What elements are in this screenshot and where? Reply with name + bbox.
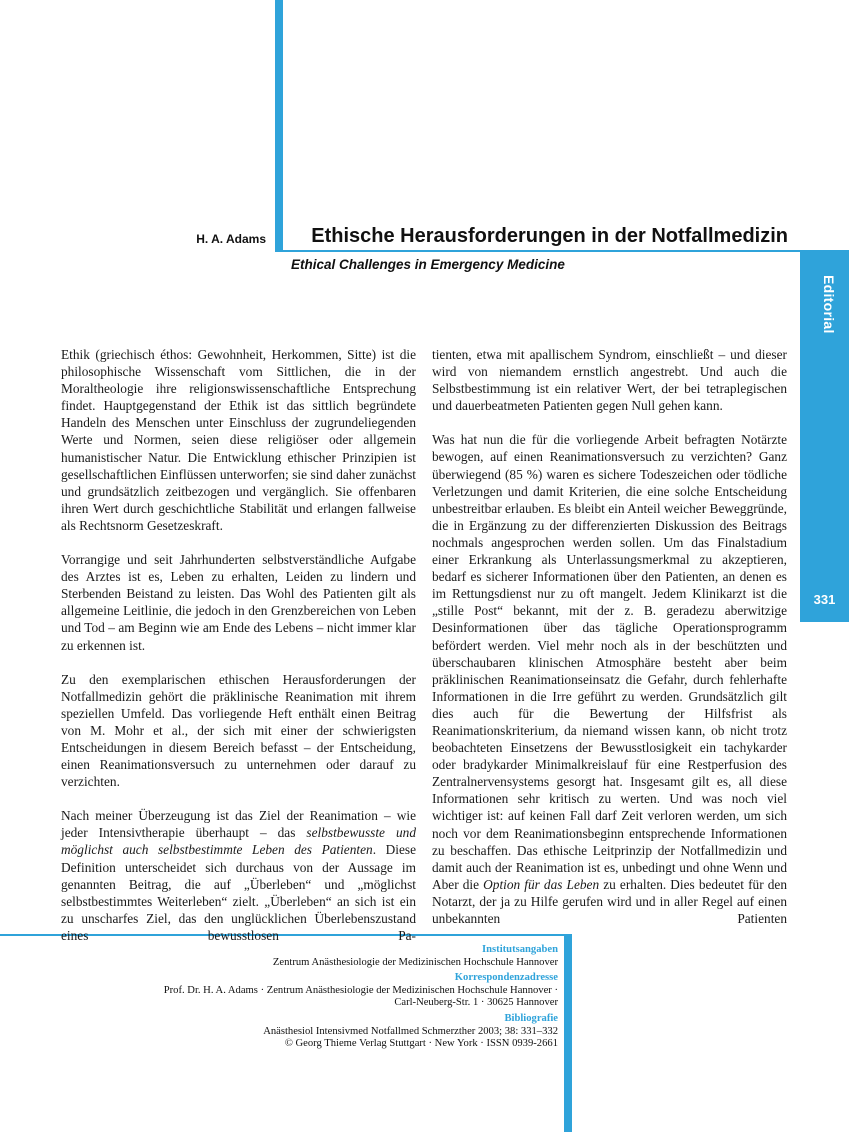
correspondence-text: Carl-Neuberg-Str. 1 · 30625 Hannover [394,997,558,1009]
author-name: H. A. Adams [196,232,266,246]
body-column-right [432,346,787,927]
article-title: Ethische Herausforderungen in der Notfallmedizin [311,225,788,247]
emphasis-text: Option für das Leben [483,876,600,892]
correspondence-text: Prof. Dr. H. A. Adams · Zentrum Anästhesiologie der Medizinischen Hochschule Hannover · [163,984,558,996]
correspondence-heading: Korrespondenzadresse [454,972,558,984]
bibliography-text: © Georg Thieme Verlag Stuttgart · New York · ISSN 0939-2661 [284,1038,558,1050]
institution-heading: Institutsangaben [482,944,558,955]
top-accent-bar [275,0,283,250]
article-subtitle: Ethical Challenges in Emergency Medicine [291,257,565,272]
paragraph [61,807,416,944]
paragraph: Ethik (griechisch éthos: Gewohnheit, Herkommen, Sitte) ist die philosophische Wissenschaft vom Sittlichen, die in der Moraltheologie ihre religionswissenschaftliche Entsprechung findet. Hauptgegenstand der Ethik ist das sittlich begründete Handeln des Menschen unter Einschluss der zugrundeliegenden Werte und Normen, seien diese religiöser oder allgemein humanistischer Natur. Die Entwicklung ethischer Prinzipien ist gesellschaftlichen Einflüssen unterworfen; sie sind daher zunächst und grundsätzlich zeitbezogen und vergänglich. Sie offenbaren ihren Wert durch geschichtliche Stabilität und erlangen fallweise als Rechtsnorm Gesetzeskraft. [61,347,416,533]
paragraph: tienten, etwa mit apallischem Syndrom, einschließt – und dieser wird von niemandem ernstlich angestrebt. Und auch die Selbstbestimmung ist ein relativer Wert, der bei tetraplegischen und dauerbeatmeten Patienten gegen Null gehen kann. [432,347,787,414]
bibliography-heading: Bibliografie [504,1012,558,1024]
paragraph-text: . Diese Definition unterscheidet sich durchaus von der Aussage im genannten Beitrag, die auf „Überleben“ und „möglichst selbstbestimmtes Weiterleben“ zielt. „Überleben“ an sich ist ein zu unscharfes Ziel, das den unglücklichen Überlebenszustand eines bewusstlosen Pa- [61,842,416,943]
emphasis-text: selbstbewusste und möglichst auch selbstbestimmte Leben des Patienten [61,825,416,858]
body-column-left [61,346,416,944]
paragraph: Vorrangige und seit Jahrhunderten selbstverständliche Aufgabe des Arztes ist es, Leben zu erhalten, Leiden zu lindern und Sterbenden Beistand zu leisten. Das Wohl des Patienten gilt als allgemeine Leitlinie, die jedoch in den Grenzbereichen von Leben und Tod – am Beginn wie am Ende des Lebens – nicht immer klar zu erkennen ist. [61,552,416,653]
paragraph: Zu den exemplarischen ethischen Herausforderungen der Notfallmedizin gehört die präklinische Reanimation mit ihrem speziellen Umfeld. Das vorliegende Heft enthält einen Beitrag von M. Mohr et al., der sich mit einer der schwierigsten Entscheidungen in diesem Bereich befasst – der Entscheidung, einen Reanimationsversuch zu unternehmen oder darauf zu verzichten. [61,671,416,790]
section-label: Editorial [821,275,837,334]
paragraph-text: zu erhalten. Dies bedeutet für den Notarzt, der ja zu Hilfe gerufen wird und in aller Regel auf einen unbekannten Patienten [432,876,787,926]
paragraph [432,431,787,927]
paragraph-text: Was hat nun die für die vorliegende Arbeit befragten Notärzte bewogen, auf einen Reanimationsversuch zu verzichten? Ganz überwiegend (85 %) waren es sichere Todeszeichen oder tödliche Verletzungen und damit Kriterien, die eine solche Entscheidung unbestreitbar erlauben. Es bleibt ein Anteil weicher Beweggründe, die in Ergänzung zu der differenzierten Diskussion des Beitrags nochmals angesprochen werden sollen. Um das Finalstadium einer Erkrankung als Unterlassungsmerkmal zu akzeptieren, bedarf es sicherer Informationen über den Patienten, an denen es im Rettungsdienst nur zu oft mangelt. Jedem Klinikarzt ist die „stille Post“ bekannt, mit der z. B. geradezu aberwitzige Desinformationen über das tägliche Operationsprogramm befördert werden. Viel mehr noch als in der beschützten und überschaubaren klinischen Atmosphäre besteht aber beim präklinischen Reanimationseinsatz die Gefahr, durch fehlerhafte Informationen in die Irre geführt zu werden. Grundsätzlich gilt dies auch für die Bewertung der Hilfsfrist als Reanimationskriterium, da niemand wissen kann, ob nicht trotz beobachteten Einsetzens der Bewusstlosigkeit ein tachykarder oder bradykarder Minimalkreislauf für eine Restperfusion des Zentralnervensystems gesorgt hat. Insgesamt gilt es, all diese Informationen sehr kritisch zu werten. Und was noch viel wichtiger ist: auf keinen Fall darf Zeit verloren werden, um sich noch vor dem Reanimationsbeginn entsprechende Informationen zu beschaffen. Das ethische Leitprinzip der Notfallmedizin und damit auch der Reanimation ist es, unbedingt und ohne Wenn und Aber die [432,432,787,892]
bibliography-text: Anästhesiol Intensivmed Notfallmed Schmerzther 2003; 38: 331–332 [263,1025,558,1037]
paragraph-text: Nach meiner Überzeugung ist das Ziel der Reanimation – wie jeder Intensivtherapie überhaupt – das [61,808,416,841]
article-info [38,944,558,1051]
bottom-accent-bar [564,934,572,1132]
section-tab [800,252,849,622]
institution-text: Zentrum Anästhesiologie der Medizinischen Hochschule Hannover [272,956,558,968]
page-number: 331 [813,592,836,607]
title-rule [275,250,849,252]
